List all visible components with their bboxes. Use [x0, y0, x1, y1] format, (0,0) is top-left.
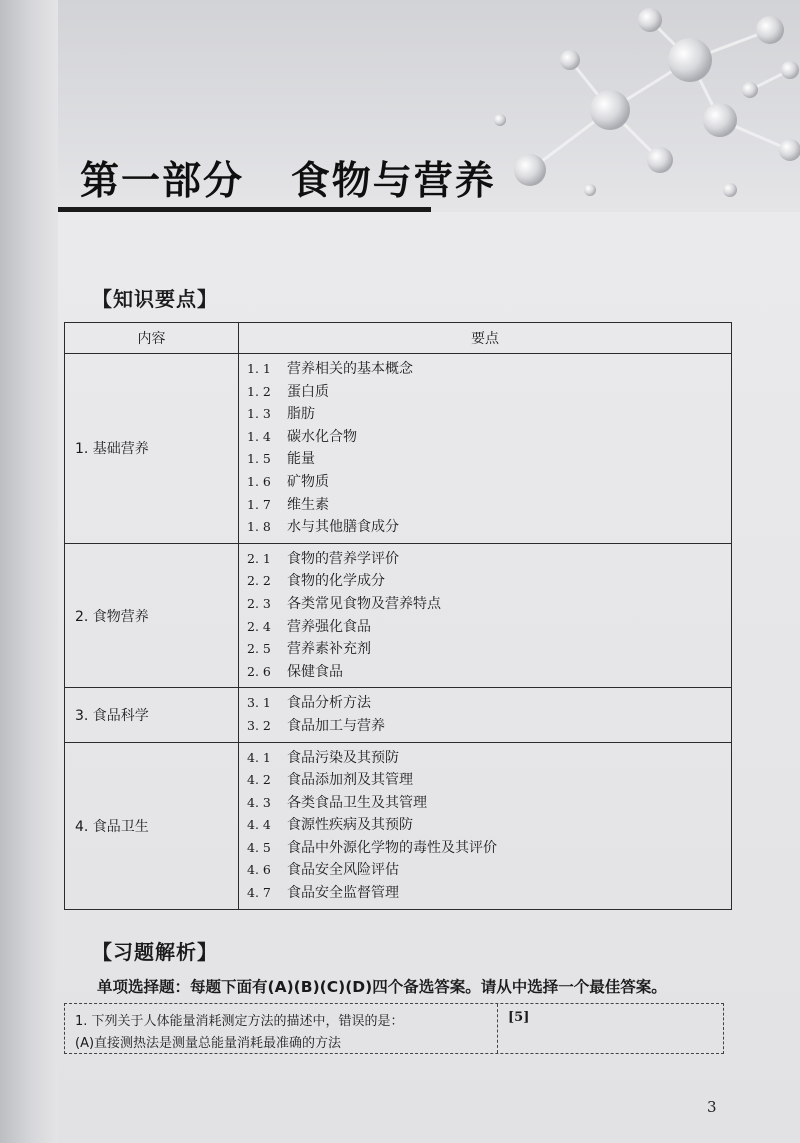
title-underline	[58, 207, 431, 212]
point-text: 矿物质	[287, 473, 329, 490]
point-number: 4. 7	[247, 885, 271, 901]
point-number: 3. 1	[247, 695, 271, 711]
question-divider	[497, 1004, 498, 1053]
list-item	[247, 882, 731, 905]
point-text: 营养相关的基本概念	[287, 361, 413, 377]
point-text: 营养素补充剂	[287, 641, 371, 658]
list-item	[247, 548, 731, 571]
list-item	[247, 403, 731, 426]
point-text: 食源性疾病及其预防	[287, 817, 413, 834]
chapter-part: 第一部分	[80, 159, 245, 204]
point-number: 2. 6	[247, 663, 271, 679]
point-number: 2. 1	[247, 550, 271, 566]
question-option-a: (A)直接测热法是测量总能量消耗最准确的方法	[75, 1036, 342, 1051]
points-cell	[239, 688, 732, 742]
category-cell: 3. 食品科学	[65, 688, 239, 742]
exercises-heading: 【习题解析】	[92, 940, 218, 964]
question-box	[64, 1003, 724, 1054]
category-cell: 4. 食品卫生	[65, 742, 239, 909]
knowledge-points-body	[65, 354, 732, 910]
point-text: 食品安全风险评估	[287, 862, 399, 879]
point-number: 1. 1	[247, 361, 271, 376]
list-item	[247, 814, 731, 837]
point-text: 维生素	[287, 496, 329, 513]
point-text: 食物的营养学评价	[287, 550, 399, 567]
point-text: 蛋白质	[287, 383, 329, 400]
point-text: 食品加工与营养	[287, 717, 385, 734]
point-number: 4. 1	[247, 749, 271, 765]
points-cell	[239, 742, 732, 909]
points-cell	[239, 354, 732, 544]
point-text: 食物的化学成分	[287, 573, 385, 590]
list-item	[247, 715, 731, 738]
list-item	[247, 570, 731, 593]
table-row	[65, 354, 732, 544]
point-text: 食品分析方法	[287, 695, 371, 712]
column-header-content: 内容	[65, 323, 239, 354]
molecule-decoration-icon	[470, 0, 800, 212]
table-header-row	[65, 323, 732, 354]
question-answer: [5]	[508, 1010, 530, 1025]
point-text: 水与其他膳食成分	[287, 519, 399, 536]
point-text: 食品中外源化学物的毒性及其评价	[287, 839, 497, 856]
list-item	[247, 792, 731, 815]
column-header-points: 要点	[239, 323, 732, 354]
point-text: 各类食品卫生及其管理	[287, 794, 427, 811]
point-text: 营养强化食品	[287, 618, 371, 635]
point-number: 4. 2	[247, 772, 271, 788]
point-number: 1. 5	[247, 451, 271, 467]
list-item	[247, 616, 731, 639]
point-number: 1. 4	[247, 428, 271, 444]
table-row	[65, 742, 732, 909]
point-text: 脂肪	[287, 406, 315, 423]
list-item	[247, 769, 731, 792]
point-number: 2. 2	[247, 573, 271, 589]
list-item	[247, 692, 731, 715]
point-number: 1. 2	[247, 383, 271, 399]
point-text: 能量	[287, 451, 315, 468]
table-row	[65, 543, 732, 688]
table-row	[65, 688, 732, 742]
chapter-title	[80, 150, 496, 206]
category-cell: 2. 食物营养	[65, 543, 239, 688]
list-item	[247, 381, 731, 404]
category-cell: 1. 基础营养	[65, 354, 239, 544]
list-item	[247, 358, 731, 381]
list-item	[247, 494, 731, 517]
point-text: 碳水化合物	[287, 428, 357, 445]
list-item	[247, 638, 731, 661]
knowledge-points-heading: 【知识要点】	[92, 287, 218, 311]
page-number: 3	[707, 1098, 717, 1116]
point-number: 1. 7	[247, 496, 271, 512]
point-number: 4. 4	[247, 817, 271, 833]
list-item	[247, 516, 731, 539]
exercise-instruction: 单项选择题：每题下面有(A)(B)(C)(D)四个备选答案。请从中选择一个最佳答案。	[97, 978, 667, 996]
list-item	[247, 747, 731, 770]
point-text: 食品污染及其预防	[287, 749, 399, 766]
question-stem: 1. 下列关于人体能量消耗测定方法的描述中，错误的是：	[75, 1014, 404, 1029]
knowledge-points-table	[64, 322, 732, 910]
point-text: 食品添加剂及其管理	[287, 772, 413, 789]
list-item	[247, 448, 731, 471]
point-number: 3. 2	[247, 717, 271, 733]
point-number: 1. 6	[247, 473, 271, 489]
chapter-name: 食物与营养	[290, 159, 496, 204]
list-item	[247, 593, 731, 616]
point-number: 2. 5	[247, 641, 271, 657]
point-text: 食品安全监督管理	[287, 885, 399, 902]
point-number: 4. 6	[247, 862, 271, 878]
point-number: 1. 3	[247, 406, 271, 422]
list-item	[247, 837, 731, 860]
point-number: 2. 4	[247, 618, 271, 634]
list-item	[247, 661, 731, 684]
list-item	[247, 471, 731, 494]
point-number: 2. 3	[247, 595, 271, 611]
point-number: 4. 5	[247, 839, 271, 855]
point-text: 各类常见食物及营养特点	[287, 595, 441, 612]
point-number: 4. 3	[247, 794, 271, 810]
list-item	[247, 859, 731, 882]
point-text: 保健食品	[287, 663, 343, 680]
binding-edge	[0, 0, 58, 1143]
points-cell	[239, 543, 732, 688]
list-item	[247, 426, 731, 449]
point-number: 1. 8	[247, 519, 271, 535]
